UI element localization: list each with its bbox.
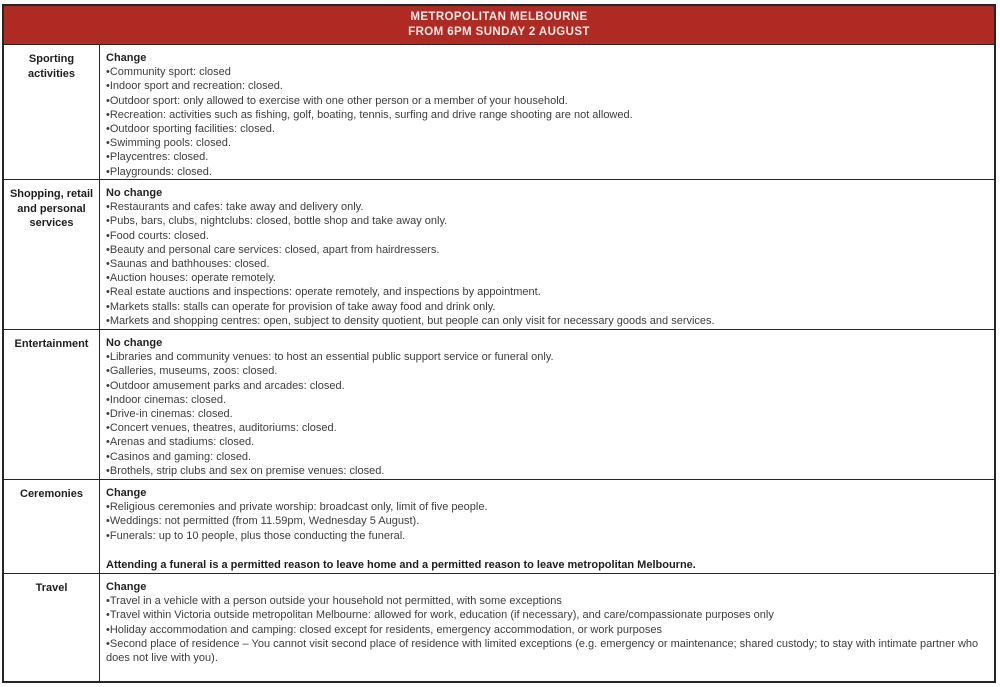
category-label-ceremonies: Ceremonies	[4, 480, 100, 573]
bullet-item: • Casinos and gaming: closed.	[106, 450, 984, 464]
bullet-item: • Auction houses: operate remotely.	[106, 271, 984, 285]
bullet-list-ceremonies	[106, 500, 984, 543]
bullet-item: • Playcentres: closed.	[106, 150, 984, 164]
header-title-line2: FROM 6PM SUNDAY 2 AUGUST	[408, 26, 590, 38]
bullet-item: • Recreation: activities such as fishing, golf, boating, tennis, surfing and drive range shooting are not allowed.	[106, 108, 984, 122]
bullet-item: • Travel in a vehicle with a person outside your household not permitted, with some exceptions	[106, 594, 984, 608]
restrictions-table	[2, 4, 996, 683]
content-cell-ceremonies	[100, 480, 994, 573]
bullet-item: • Community sport: closed	[106, 65, 984, 79]
row-sporting-activities	[4, 44, 994, 179]
bullet-item: • Religious ceremonies and private worship: broadcast only, limit of five people.	[106, 500, 984, 514]
category-label-shopping: Shopping, retail and personal services	[4, 180, 100, 329]
bullet-item: • Outdoor sporting facilities: closed.	[106, 122, 984, 136]
funeral-note: Attending a funeral is a permitted reason to leave home and a permitted reason to leave metropolitan Melbourne.	[106, 558, 696, 571]
content-cell-entertainment	[100, 330, 994, 479]
category-label-travel: Travel	[4, 574, 100, 681]
category-label-sporting: Sporting activities	[4, 45, 100, 179]
header-banner	[4, 6, 994, 44]
bullet-list-entertainment	[106, 350, 984, 478]
bullet-item: • Holiday accommodation and camping: closed except for residents, emergency accommodation, or work purposes	[106, 623, 984, 637]
status-label: Change	[106, 581, 147, 593]
header-title-line1: METROPOLITAN MELBOURNE	[410, 11, 588, 23]
bullet-item: • Outdoor sport: only allowed to exercise with one other person or a member of your household.	[106, 94, 984, 108]
bullet-item: • Beauty and personal care services: closed, apart from hairdressers.	[106, 243, 984, 257]
row-ceremonies	[4, 479, 994, 573]
bullet-item: • Concert venues, theatres, auditoriums: closed.	[106, 421, 984, 435]
status-label: Change	[106, 52, 147, 64]
bullet-item: • Outdoor amusement parks and arcades: closed.	[106, 379, 984, 393]
bullet-item: • Playgrounds: closed.	[106, 165, 984, 179]
content-cell-travel	[100, 574, 994, 681]
bullet-item: • Real estate auctions and inspections: operate remotely, and inspections by appointment.	[106, 285, 984, 299]
row-travel	[4, 573, 994, 681]
content-cell-shopping	[100, 180, 994, 329]
bullet-item: • Second place of residence – You cannot visit second place of residence with limited exceptions (e.g. emergency or maintenance; shared custody; to stay with intimate partner who does not live with you).	[106, 637, 984, 665]
bullet-item: • Saunas and bathhouses: closed.	[106, 257, 984, 271]
bullet-item: • Libraries and community venues: to host an essential public support service or funeral only.	[106, 350, 984, 364]
content-cell-sporting	[100, 45, 994, 179]
bullet-item: • Weddings: not permitted (from 11.59pm, Wednesday 5 August).	[106, 514, 984, 528]
row-shopping-retail	[4, 179, 994, 329]
bullet-item: • Indoor cinemas: closed.	[106, 393, 984, 407]
bullet-list-travel	[106, 594, 984, 665]
bullet-item: • Markets and shopping centres: open, subject to density quotient, but people can only visit for necessary goods and services.	[106, 314, 984, 328]
bullet-item: • Restaurants and cafes: take away and delivery only.	[106, 200, 984, 214]
bullet-item: • Brothels, strip clubs and sex on premise venues: closed.	[106, 464, 984, 478]
bullet-item: • Pubs, bars, clubs, nightclubs: closed, bottle shop and take away only.	[106, 214, 984, 228]
bullet-item: • Swimming pools: closed.	[106, 136, 984, 150]
bullet-item: • Markets stalls: stalls can operate for provision of take away food and drink only.	[106, 300, 984, 314]
bullet-item: • Indoor sport and recreation: closed.	[106, 79, 984, 93]
bullet-item: • Drive-in cinemas: closed.	[106, 407, 984, 421]
bullet-list-shopping	[106, 200, 984, 328]
status-label: No change	[106, 337, 163, 349]
category-label-entertainment: Entertainment	[4, 330, 100, 479]
status-label: No change	[106, 187, 163, 199]
bullet-item: • Galleries, museums, zoos: closed.	[106, 364, 984, 378]
bullet-list-sporting	[106, 65, 984, 179]
status-label: Change	[106, 487, 147, 499]
bullet-item: • Travel within Victoria outside metropolitan Melbourne: allowed for work, education (if necessary), and care/compassionate purposes only	[106, 608, 984, 622]
bullet-item: • Food courts: closed.	[106, 229, 984, 243]
bullet-item: • Funerals: up to 10 people, plus those conducting the funeral.	[106, 529, 984, 543]
row-entertainment	[4, 329, 994, 479]
bullet-item: • Arenas and stadiums: closed.	[106, 435, 984, 449]
